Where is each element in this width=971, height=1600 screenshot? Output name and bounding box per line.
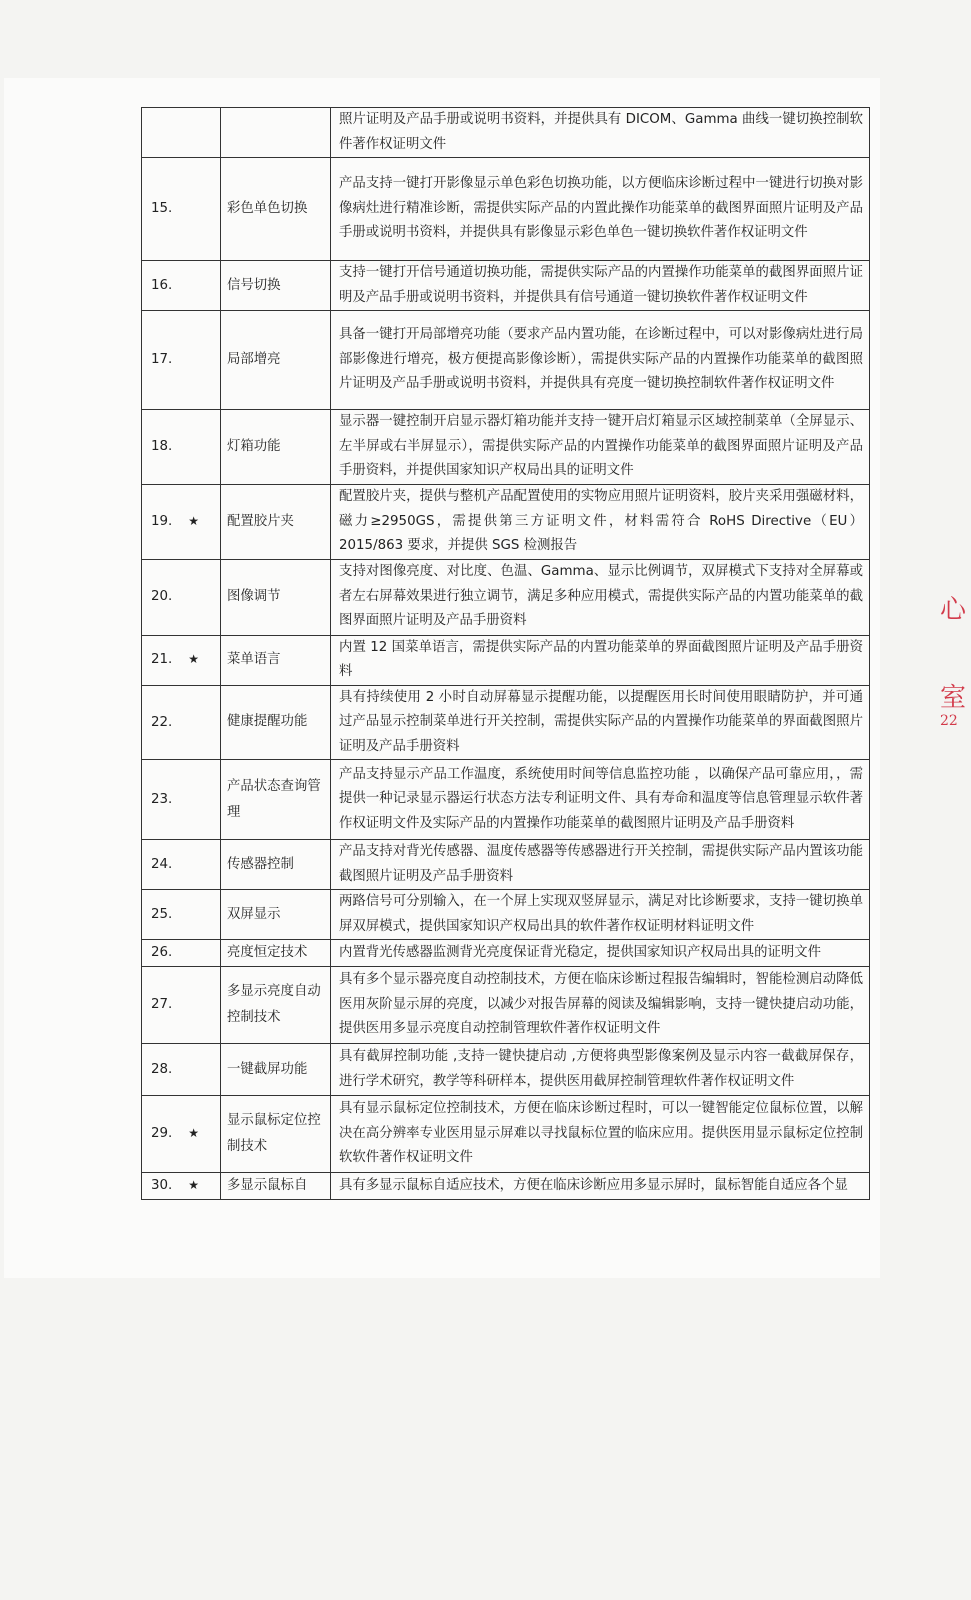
table-row — [142, 485, 870, 560]
feature-description: 产品支持一键打开影像显示单色彩色切换功能，以方便临床诊断过程中一键进行切换对影像病灶进行精准诊断，需提供实际产品的内置此操作功能菜单的截图界面照片证明及产品手册或说明书资料，并提供具有影像显示彩色单色一键切换软件著作权证明文件 — [331, 158, 870, 261]
row-number: 19. — [151, 514, 173, 529]
row-number-cell — [142, 940, 221, 967]
table-row — [142, 967, 870, 1044]
feature-description: 具备一键打开局部增亮功能（要求产品内置功能，在诊断过程中，可以对影像病灶进行局部影像进行增亮，极方便提高影像诊断），需提供实际产品的内置操作功能菜单的截图照片证明及产品手册或说明书资料，并提供具有亮度一键切换控制软件著作权证明文件 — [331, 311, 870, 410]
feature-name: 一键截屏功能 — [221, 1044, 331, 1096]
row-number-cell — [142, 559, 221, 635]
table-row — [142, 635, 870, 685]
feature-name: 局部增亮 — [221, 311, 331, 410]
row-number-cell — [142, 311, 221, 410]
row-number: 30. — [151, 1178, 173, 1194]
feature-name: 配置胶片夹 — [221, 485, 331, 560]
feature-description: 照片证明及产品手册或说明书资料，并提供具有 DICOM、Gamma 曲线一键切换控制软件著作权证明文件 — [331, 108, 870, 158]
feature-name: 健康提醒功能 — [221, 685, 331, 760]
star-mark: ★ — [188, 514, 200, 528]
table-row — [142, 1173, 870, 1200]
row-number: 22. — [151, 714, 173, 730]
table-row — [142, 760, 870, 840]
table-row — [142, 559, 870, 635]
table-row — [142, 158, 870, 261]
row-number-cell — [142, 261, 221, 311]
feature-description: 具有持续使用 2 小时自动屏幕显示提醒功能，以提醒医用长时间使用眼睛防护，并可通过产品显示控制菜单进行开关控制，需提供实际产品的内置操作功能菜单的界面截图照片证明及产品手册资料 — [331, 685, 870, 760]
feature-description: 显示器一键控制开启显示器灯箱功能并支持一键开启灯箱显示区域控制菜单（全屏显示、左半屏或右半屏显示），需提供实际产品的内置操作功能菜单的截图界面照片证明及产品手册资料，并提供国家知识产权局出具的证明文件 — [331, 410, 870, 485]
row-number: 20. — [151, 589, 173, 605]
feature-name: 菜单语言 — [221, 635, 331, 685]
row-number: 25. — [151, 906, 173, 922]
stamp-char-1: 心 — [940, 595, 967, 625]
row-number-cell — [142, 840, 221, 890]
feature-description: 内置背光传感器监测背光亮度保证背光稳定，提供国家知识产权局出具的证明文件 — [331, 940, 870, 967]
feature-name — [221, 108, 331, 158]
feature-description: 具有显示鼠标定位控制技术，方便在临床诊断过程时，可以一键智能定位鼠标位置，以解决在高分辨率专业医用显示屏难以寻找鼠标位置的临床应用。提供医用显示鼠标定位控制软软件著作权证明文件 — [331, 1096, 870, 1173]
row-number: 21. — [151, 652, 173, 668]
feature-name: 亮度恒定技术 — [221, 940, 331, 967]
feature-name: 多显示亮度自动控制技术 — [221, 967, 331, 1044]
row-number-cell — [142, 158, 221, 261]
feature-name: 图像调节 — [221, 559, 331, 635]
feature-name: 显示鼠标定位控制技术 — [221, 1096, 331, 1173]
row-number: 15. — [151, 201, 173, 217]
row-number: 29. — [151, 1126, 173, 1142]
feature-description: 产品支持显示产品工作温度，系统使用时间等信息监控功能 ，以确保产品可靠应用，，需提供一种记录显示器运行状态方法专利证明文件、具有寿命和温度等信息管理显示软件著作权证明文件及实际产品的内置操作功能菜单的截图照片证明及产品手册资料 — [331, 760, 870, 840]
table-row — [142, 840, 870, 890]
table-row — [142, 410, 870, 485]
table-row — [142, 261, 870, 311]
row-number-cell — [142, 485, 221, 560]
row-number-cell — [142, 410, 221, 485]
feature-description: 具有截屏控制功能 ,支持一键快捷启动 ,方便将典型影像案例及显示内容一截截屏保存，进行学术研究，教学等科研样本，提供医用截屏控制管理软件著作权证明文件 — [331, 1044, 870, 1096]
star-mark: ★ — [188, 1126, 200, 1141]
row-number-cell — [142, 760, 221, 840]
feature-description: 配置胶片夹，提供与整机产品配置使用的实物应用照片证明资料，胶片夹采用强磁材料，磁力≥2950GS，需提供第三方证明文件，材料需符合 RoHS Directive（EU）2015/863 要求，并提供 SGS 检测报告 — [331, 485, 870, 560]
feature-name: 传感器控制 — [221, 840, 331, 890]
row-number: 27. — [151, 997, 173, 1013]
table-row — [142, 1044, 870, 1096]
feature-description: 支持对图像亮度、对比度、色温、Gamma、显示比例调节，双屏模式下支持对全屏幕或者左右屏幕效果进行独立调节，满足多种应用模式，需提供实际产品的内置功能菜单的截图界面照片证明及产品手册资料 — [331, 559, 870, 635]
row-number-cell — [142, 1096, 221, 1173]
feature-description: 产品支持对背光传感器、温度传感器等传感器进行开关控制，需提供实际产品内置该功能截图照片证明及产品手册资料 — [331, 840, 870, 890]
table-row — [142, 311, 870, 410]
feature-description: 具有多个显示器亮度自动控制技术，方便在临床诊断过程报告编辑时，智能检测启动降低医用灰阶显示屏的亮度，以减少对报告屏幕的阅读及编辑影响，支持一键快捷启动功能，提供医用多显示亮度自动控制管理软件著作权证明文件 — [331, 967, 870, 1044]
star-mark: ★ — [188, 652, 200, 667]
table-row — [142, 1096, 870, 1173]
row-number-cell — [142, 1173, 221, 1200]
row-number: 26. — [151, 945, 173, 961]
row-number: 17. — [151, 352, 173, 368]
feature-name: 产品状态查询管理 — [221, 760, 331, 840]
feature-description: 两路信号可分别输入，在一个屏上实现双竖屏显示，满足对比诊断要求，支持一键切换单屏双屏模式，提供国家知识产权局出具的软件著作权证明材料证明文件 — [331, 890, 870, 940]
table-row — [142, 940, 870, 967]
row-number-cell — [142, 108, 221, 158]
feature-name: 灯箱功能 — [221, 410, 331, 485]
row-number-cell — [142, 635, 221, 685]
table-row — [142, 108, 870, 158]
feature-name: 双屏显示 — [221, 890, 331, 940]
feature-description: 内置 12 国菜单语言，需提供实际产品的内置功能菜单的界面截图照片证明及产品手册资料 — [331, 635, 870, 685]
row-number: 28. — [151, 1061, 173, 1077]
feature-description: 具有多显示鼠标自适应技术，方便在临床诊断应用多显示屏时，鼠标智能自适应各个显 — [331, 1173, 870, 1200]
feature-name: 彩色单色切换 — [221, 158, 331, 261]
feature-name: 多显示鼠标自 — [221, 1173, 331, 1200]
row-number: 23. — [151, 791, 173, 807]
feature-description: 支持一键打开信号通道切换功能，需提供实际产品的内置操作功能菜单的截图界面照片证明及产品手册或说明书资料，并提供具有信号通道一键切换软件著作权证明文件 — [331, 261, 870, 311]
row-number: 18. — [151, 439, 173, 455]
row-number-cell — [142, 1044, 221, 1096]
row-number-cell — [142, 890, 221, 940]
table-row — [142, 685, 870, 760]
row-number: 16. — [151, 277, 173, 293]
row-number-cell — [142, 967, 221, 1044]
stamp-char-3: 22 — [940, 713, 958, 729]
feature-name: 信号切换 — [221, 261, 331, 311]
table-row — [142, 890, 870, 940]
red-seal-stamp — [940, 595, 966, 729]
row-number: 24. — [151, 856, 173, 872]
row-number-cell — [142, 685, 221, 760]
star-mark: ★ — [188, 1178, 200, 1193]
stamp-char-2: 室 — [940, 683, 967, 713]
spec-table — [141, 107, 870, 1200]
